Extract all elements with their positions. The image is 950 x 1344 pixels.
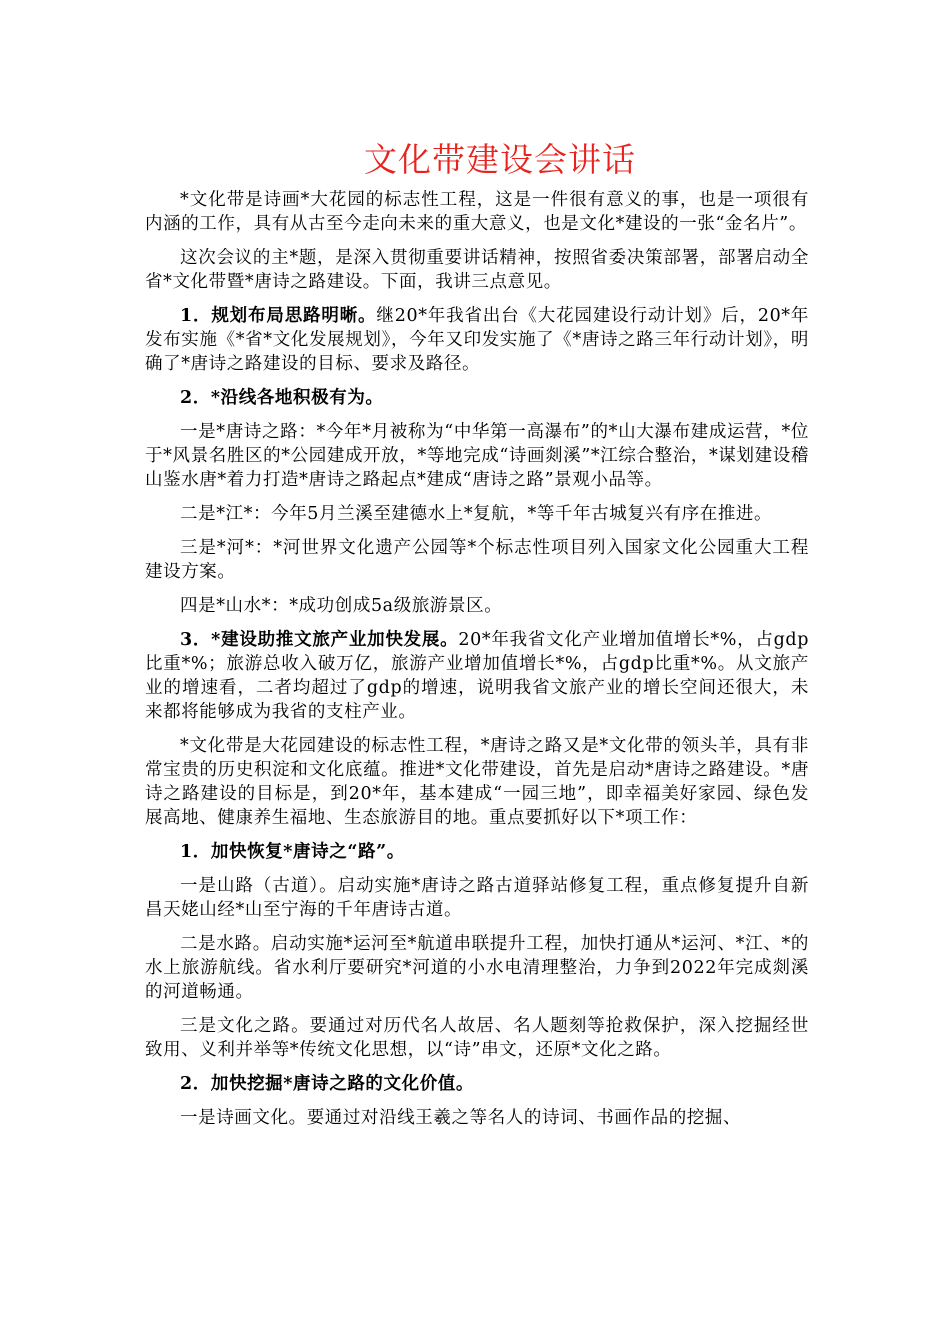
paragraph-text: 一是*唐诗之路：*今年*月被称为“中华第一高瀑布”的*山大瀑布建成运营，*位于*风景名胜区的*公园建成开放，*等地完成“诗画剡溪”*江综合整治，*谋划建设稽山鉴水唐*着力打造*唐诗之路起点*建成“唐诗之路”景观小品等。 <box>145 422 809 490</box>
paragraph-heading: 2．加快挖掘*唐诗之路的文化价值。 <box>180 1074 475 1094</box>
paragraph <box>145 1014 809 1062</box>
paragraph-heading: 2．*沿线各地积极有为。 <box>180 388 384 408</box>
paragraph <box>145 304 809 376</box>
paragraph <box>145 1072 809 1096</box>
paragraph-text: 20*年我省文化产业增加值增长*%，占gdp比重*%；旅游总收入破万亿，旅游产业增加值增长*%，占gdp比重*%。从文旅产业的增速看，二者均超过了gdp的增速，说明我省文旅产业的增长空间还很大，未来都将能够成为我省的支柱产业。 <box>145 630 809 722</box>
paragraph-text: 三是文化之路。要通过对历代名人故居、名人题刻等抢救保护，深入挖掘经世致用、义利并举等*传统文化思想，以“诗”串文，还原*文化之路。 <box>145 1016 809 1060</box>
document-body <box>145 188 809 1140</box>
paragraph <box>145 536 809 584</box>
document-title: 文化带建设会讲话 <box>364 140 636 179</box>
paragraph <box>145 874 809 922</box>
paragraph <box>145 420 809 492</box>
paragraph-text: 四是*山水*：*成功创成5a级旅游景区。 <box>180 596 503 616</box>
paragraph <box>145 840 809 864</box>
paragraph-text: 二是*江*：今年5月兰溪至建德水上*复航，*等千年古城复兴有序在推进。 <box>180 504 773 524</box>
paragraph <box>145 594 809 618</box>
paragraph-heading: 1．规划布局思路明晰。 <box>180 306 377 326</box>
paragraph-heading: 3．*建设助推文旅产业加快发展。 <box>180 630 459 650</box>
paragraph <box>145 386 809 410</box>
paragraph-text: *文化带是诗画*大花园的标志性工程，这是一件很有意义的事，也是一项很有内涵的工作，具有从古至今走向未来的重大意义，也是文化*建设的一张“金名片”。 <box>145 190 809 234</box>
paragraph <box>145 502 809 526</box>
paragraph <box>145 246 809 294</box>
paragraph <box>145 932 809 1004</box>
paragraph-text: 一是山路（古道）。启动实施*唐诗之路古道驿站修复工程，重点修复提升自新昌天姥山经*山至宁海的千年唐诗古道。 <box>145 876 809 920</box>
paragraph-text: 二是水路。启动实施*运河至*航道串联提升工程，加快打通从*运河、*江、*的水上旅游航线。省水利厅要研究*河道的小水电清理整治，力争到2022年完成剡溪的河道畅通。 <box>145 934 809 1002</box>
paragraph-text: *文化带是大花园建设的标志性工程，*唐诗之路又是*文化带的领头羊，具有非常宝贵的历史积淀和文化底蕴。推进*文化带建设，首先是启动*唐诗之路建设。*唐诗之路建设的目标是，到20*年，基本建成“一园三地”，即幸福美好家园、绿色发展高地、健康养生福地、生态旅游目的地。重点要抓好以下*项工作： <box>145 736 809 828</box>
paragraph-text: 这次会议的主*题，是深入贯彻重要讲话精神，按照省委决策部署，部署启动全省*文化带暨*唐诗之路建设。下面，我讲三点意见。 <box>145 248 809 292</box>
paragraph <box>145 1106 809 1130</box>
paragraph-heading: 1．加快恢复*唐诗之“路”。 <box>180 842 405 862</box>
paragraph <box>145 628 809 724</box>
paragraph-text: 三是*河*：*河世界文化遗产公园等*个标志性项目列入国家文化公园重大工程建设方案。 <box>145 538 809 582</box>
paragraph-text: 继20*年我省出台《大花园建设行动计划》后，20*年发布实施《*省*文化发展规划》，今年又印发实施了《*唐诗之路三年行动计划》，明确了*唐诗之路建设的目标、要求及路径。 <box>145 306 809 374</box>
paragraph <box>145 188 809 236</box>
paragraph-text: 一是诗画文化。要通过对沿线王羲之等名人的诗词、书画作品的挖掘、 <box>180 1108 742 1128</box>
paragraph <box>145 734 809 830</box>
